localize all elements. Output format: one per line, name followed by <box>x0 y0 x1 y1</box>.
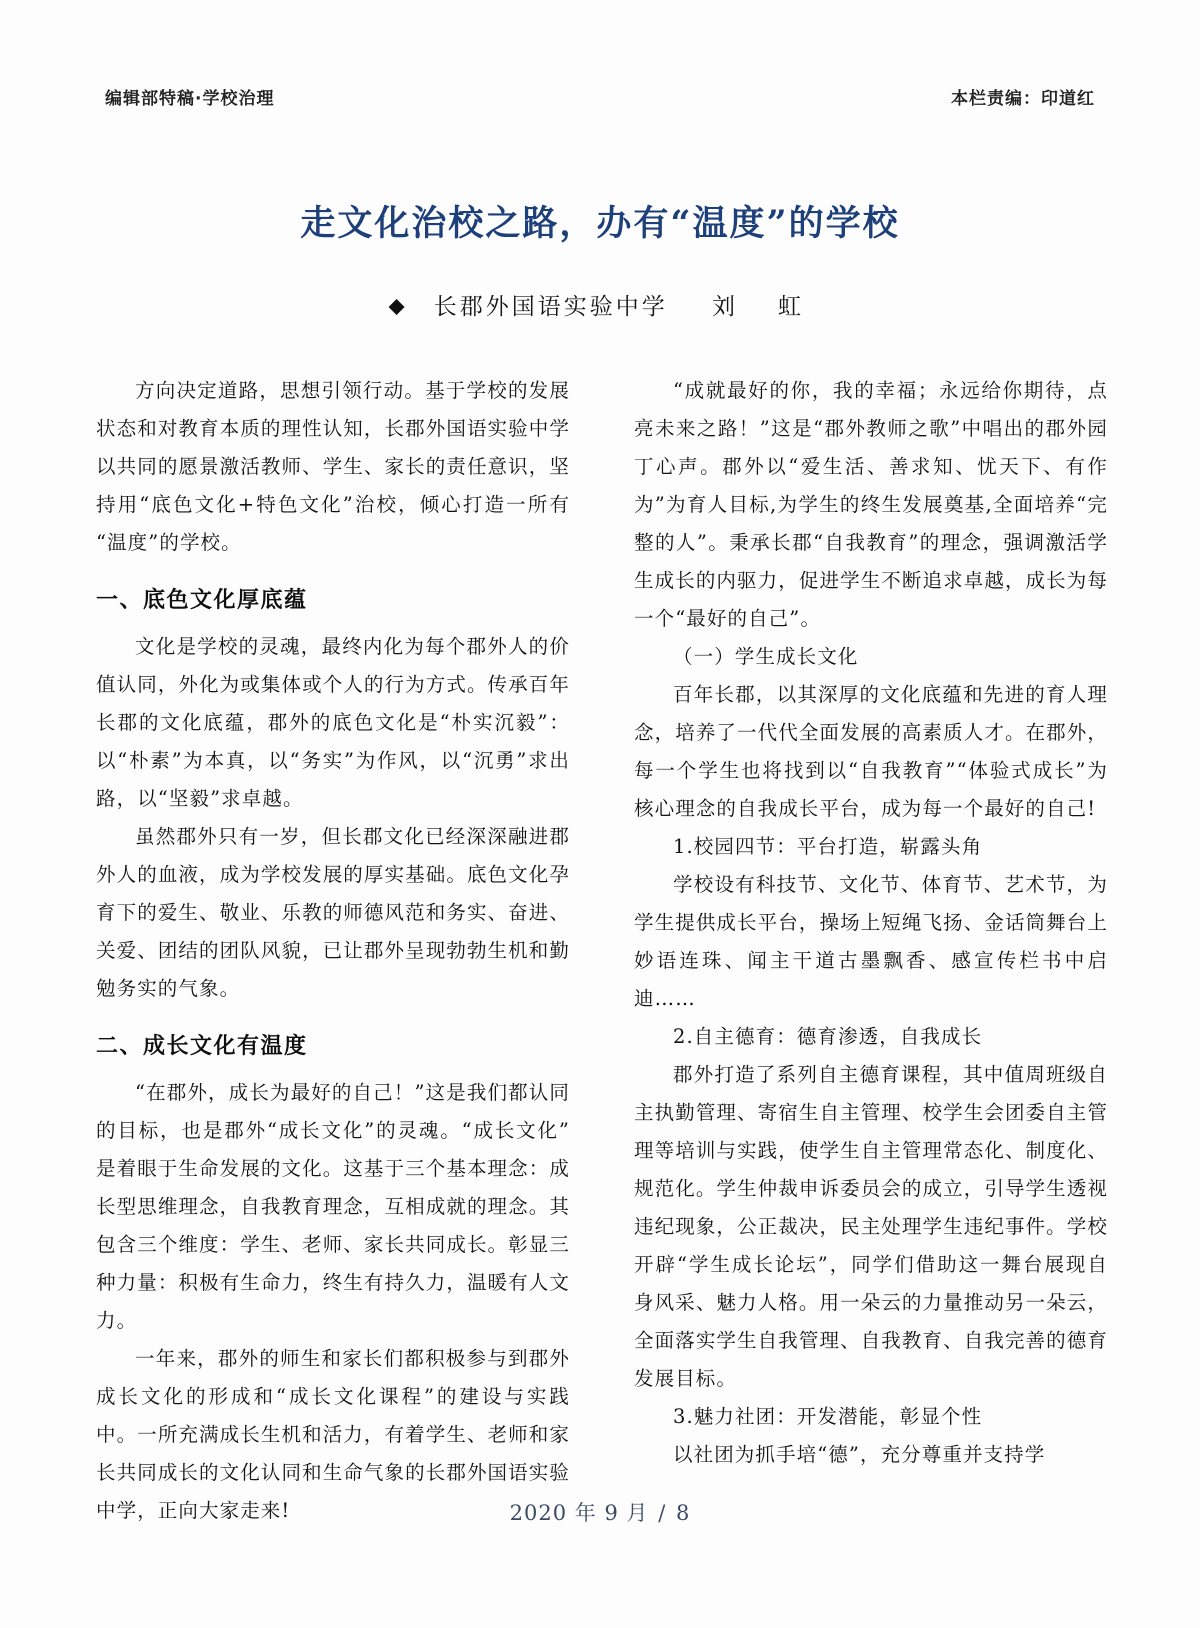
running-head <box>105 84 1095 109</box>
footer-page-number: 8 <box>675 1501 691 1525</box>
footer-slash: / <box>658 1501 667 1525</box>
list-item-heading: 2.自主德育：德育渗透，自我成长 <box>673 1025 983 1048</box>
byline-affiliation: 长郡外国语实验中学 <box>433 294 668 320</box>
paragraph: 方向决定道路，思想引领行动。基于学校的发展状态和对教育本质的理性认知，长郡外国语实验中学以共同的愿景激活教师、学生、家长的责任意识，坚持用“底色文化+特色文化”治校，倾心打造一所有“温度”的学校。 <box>96 379 570 554</box>
subsection-heading-1: （一）学生成长文化 <box>673 645 859 668</box>
article-byline <box>0 288 1200 321</box>
paragraph: 一年来，郡外的师生和家长们都积极参与到郡外成长文化的形成和“成长文化课程”的建设与实践中。一所充满成长生机和活力，有着学生、老师和家长共同成长的文化认同和生命气象的长郡外国语实验中学，正向大家走来! <box>96 1347 570 1522</box>
page-footer <box>0 1497 1200 1527</box>
paragraph: 百年长郡，以其深厚的文化底蕴和先进的育人理念，培养了一代代全面发展的高素质人才。在郡外，每一个学生也将找到以“自我教育”“体验式成长”为核心理念的自我成长平台，成为每一个最好的自己! <box>634 683 1108 820</box>
article-title: 走文化治校之路，办有“温度”的学校 <box>300 203 900 244</box>
running-head-right: 本栏责编：印道红 <box>951 89 1095 109</box>
paragraph: “在郡外，成长为最好的自己！”这是我们都认同的目标，也是郡外“成长文化”的灵魂。“成长文化”是着眼于生命发展的文化。这基于三个基本理念：成长型思维理念，自我教育理念，互相成就的理念。其包含三个维度：学生、老师、家长共同成长。彰显三种力量：积极有生命力，终生有持久力，温暖有人文力。 <box>96 1081 570 1332</box>
paragraph: 文化是学校的灵魂，最终内化为每个郡外人的价值认同，外化为或集体或个人的行为方式。传承百年长郡的文化底蕴，郡外的底色文化是“朴实沉毅”：以“朴素”为本真，以“务实”为作风，以“沉勇”求出路，以“坚毅”求卓越。 <box>96 635 570 810</box>
footer-month: 9 月 <box>604 1501 649 1525</box>
paragraph: 以社团为抓手培“德”，充分尊重并支持学 <box>673 1443 1046 1466</box>
byline-author: 刘 虹 <box>712 294 811 320</box>
footer-year: 2020 年 <box>509 1501 597 1525</box>
list-item-heading: 1.校园四节：平台打造，崭露头角 <box>673 835 983 858</box>
section-heading-1: 一、底色文化厚底蕴 <box>96 588 308 613</box>
running-head-left: 编辑部特稿·学校治理 <box>105 89 275 109</box>
right-column <box>634 372 1108 1466</box>
diamond-bullet-icon: ◆ <box>388 292 408 318</box>
paragraph: “成就最好的你，我的幸福；永远给你期待，点亮未来之路！”这是“郡外教师之歌”中唱出的郡外园丁心声。郡外以“爱生活、善求知、忧天下、有作为”为育人目标,为学生的终生发展奠基,全面培养“完整的人”。秉承长郡“自我教育”的理念，强调激活学生成长的内驱力，促进学生不断追求卓越，成长为每一个“最好的自己”。 <box>634 379 1108 630</box>
section-heading-2: 二、成长文化有温度 <box>96 1034 308 1059</box>
paragraph: 虽然郡外只有一岁，但长郡文化已经深深融进郡外人的血液，成为学校发展的厚实基础。底色文化孕育下的爱生、敬业、乐教的师德风范和务实、奋进、关爱、团结的团队风貌，已让郡外呈现勃勃生机和勤勉务实的气象。 <box>96 825 570 1000</box>
paragraph: 郡外打造了系列自主德育课程，其中值周班级自主执勤管理、寄宿生自主管理、校学生会团委自主管理等培训与实践，使学生自主管理常态化、制度化、规范化。学生仲裁申诉委员会的成立，引导学生透视违纪现象，公正裁决，民主处理学生违纪事件。学校开辟“学生成长论坛”，同学们借助这一舞台展现自身风采、魅力人格。用一朵云的力量推动另一朵云，全面落实学生自我管理、自我教育、自我完善的德育发展目标。 <box>634 1063 1108 1390</box>
paragraph: 学校设有科技节、文化节、体育节、艺术节，为学生提供成长平台，操场上短绳飞扬、金话筒舞台上妙语连珠、闻主干道古墨飘香、感宣传栏书中启迪…… <box>634 873 1108 1010</box>
list-item-heading: 3.魅力社团：开发潜能，彰显个性 <box>673 1405 983 1428</box>
